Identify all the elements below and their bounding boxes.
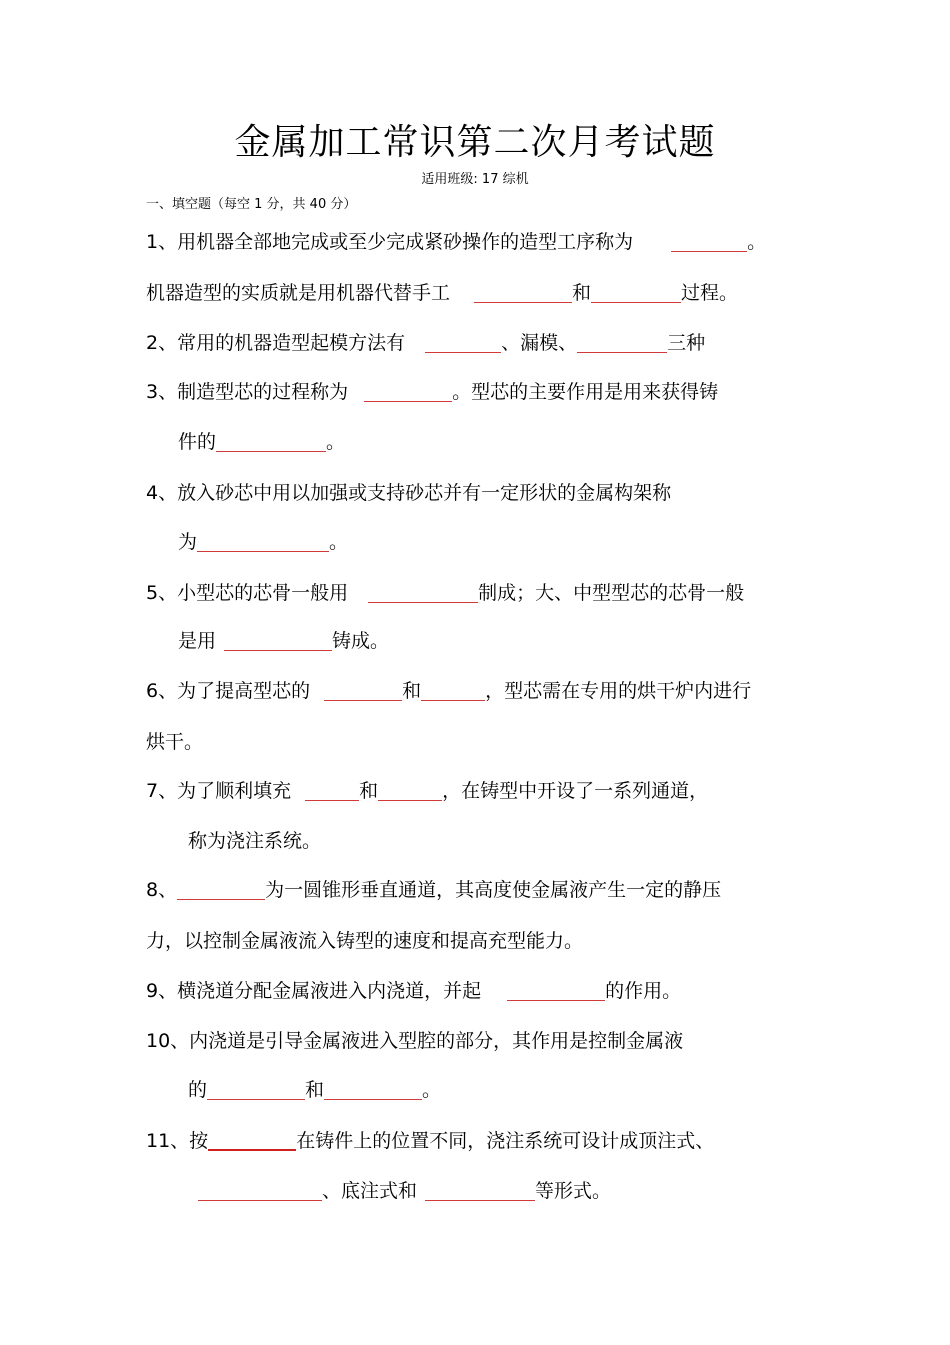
applicable-class: 适用班级: 17 综机 [421,172,529,187]
answer-blank [177,879,265,900]
question-11: 11、按 在铸件上的位置不同，浇注系统可设计成顶注式、 [146,1130,715,1152]
question-5-continued: 是用 铸成。 [178,630,390,652]
answer-blank [324,1079,422,1100]
question-7: 7、为了顺利填充 和 ，在铸型中开设了一系列通道， [146,780,709,802]
answer-blank [216,431,326,452]
question-10: 10、内浇道是引导金属液进入型腔的部分，其作用是控制金属液 [146,1030,684,1052]
question-1: 1、用机器全部地完成或至少完成紧砂操作的造型工序称为 。 [146,231,767,253]
exam-title: 金属加工常识第二次月考试题 [234,122,716,163]
question-5: 5、小型芯的芯骨一般用 制成；大、中型型芯的芯骨一般 [146,582,745,604]
question-8-continued: 力，以控制金属液流入铸型的速度和提高充型能力。 [146,930,584,952]
question-3: 3、制造型芯的过程称为 。型芯的主要作用是用来获得铸 [146,381,719,403]
section-heading: 一、填空题（每空 1 分，共 40 分） [146,197,357,212]
answer-blank [591,282,681,303]
question-1-continued: 机器造型的实质就是用机器代替手工 和 过程。 [146,282,739,304]
answer-blank [208,1129,296,1151]
answer-blank [507,980,605,1001]
answer-blank [577,332,667,353]
question-4: 4、放入砂芯中用以加强或支持砂芯并有一定形状的金属构架称 [146,482,672,504]
question-9: 9、横浇道分配金属液进入内浇道，并起 的作用。 [146,980,682,1002]
answer-blank [421,680,485,701]
question-10-continued: 的 和 。 [188,1079,442,1101]
question-7-continued: 称为浇注系统。 [188,830,322,852]
question-6-continued: 烘干。 [146,731,204,753]
answer-blank [197,531,329,552]
answer-blank [324,680,402,701]
answer-blank [671,231,747,252]
question-4-continued: 为 。 [178,531,349,553]
question-8: 8、 为一圆锥形垂直通道，其高度使金属液产生一定的静压 [146,879,722,901]
answer-blank [425,332,501,353]
answer-blank [224,630,332,651]
answer-blank [198,1180,322,1201]
answer-blank [364,381,452,402]
answer-blank [474,282,572,303]
question-6: 6、为了提高型芯的 和 ，型芯需在专用的烘干炉内进行 [146,680,752,702]
answer-blank [378,780,442,801]
answer-blank [207,1079,305,1100]
question-2: 2、常用的机器造型起模方法有 、漏模、 三种 [146,332,706,354]
question-11-continued: 、底注式和 等形式。 [198,1178,611,1204]
answer-blank [425,1180,535,1201]
answer-blank [305,780,359,801]
question-3-continued: 件的 。 [178,431,346,453]
answer-blank [368,582,478,603]
